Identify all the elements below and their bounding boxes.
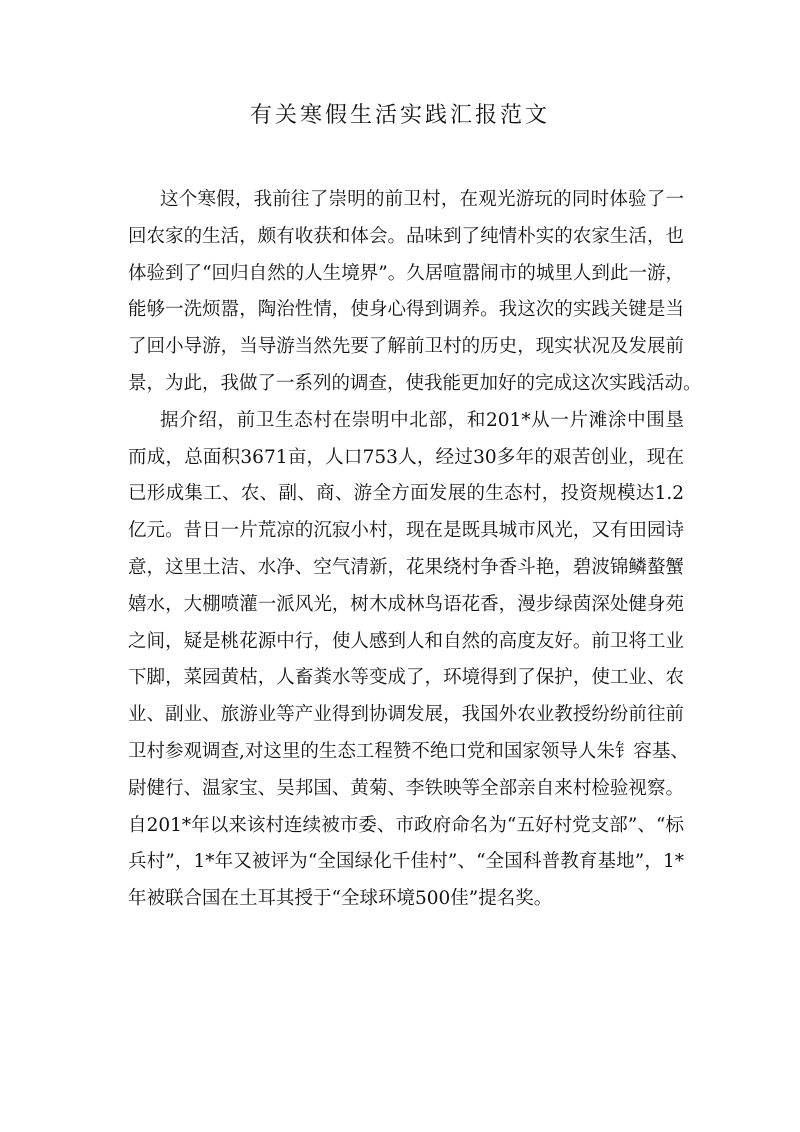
text-line: 体验到了“回归自然的人生境界”。久居喧嚣闹市的城里人到此一游， xyxy=(128,262,684,284)
text-line: 景，为此，我做了一系列的调查，使我能更加好的完成这次实践活动。 xyxy=(128,372,702,394)
text-line: 业、副业、旅游业等产业得到协调发展，我国外农业教授纷纷前往前 xyxy=(128,704,684,726)
text-line: 了回小导游，当导游当然先要了解前卫村的历史，现实状况及发展前 xyxy=(128,336,684,358)
document-title: 有关寒假生活实践汇报范文 xyxy=(249,103,550,128)
text-line: 能够一洗烦嚣，陶治性情，使身心得到调养。我这次的实践关键是当 xyxy=(128,299,684,321)
text-line: 自201*年以来该村连续被市委、市政府命名为“五好村党支部”、“标 xyxy=(128,814,684,836)
document-body xyxy=(128,182,702,918)
text-line: 已形成集工、农、副、商、游全方面发展的生态村，投资规模达1.2 xyxy=(128,483,684,505)
text-line: 嬉水，大棚喷灌一派风光，树木成林鸟语花香，漫步绿茵深处健身苑 xyxy=(128,593,684,615)
paragraph xyxy=(128,182,702,403)
text-line: 意，这里土洁、水净、空气清新，花果绕村争香斗艳，碧波锦鳞螯蟹 xyxy=(128,556,684,578)
text-line: 之间，疑是桃花源中行，使人感到人和自然的高度友好。前卫将工业 xyxy=(128,630,684,652)
text-line: 这个寒假，我前往了崇明的前卫村，在观光游玩的同时体验了一 xyxy=(160,189,684,210)
text-line: 亿元。昔日一片荒凉的沉寂小村，现在是既具城市风光，又有田园诗 xyxy=(128,520,684,542)
text-line: 下脚，菜园黄枯，人畜粪水等变成了，环境得到了保护，使工业、农 xyxy=(128,667,684,689)
text-line: 尉健行、温家宝、吴邦国、黄菊、李铁映等全部亲自来村检验视察。 xyxy=(128,777,684,799)
paragraph xyxy=(128,403,689,918)
text-line: 卫村参观调查,对这里的生态工程赞不绝口党和国家领导人朱钅容基、 xyxy=(128,740,689,762)
text-line: 而成，总面积3671亩，人口753人，经过30多年的艰苦创业，现在 xyxy=(128,446,684,468)
text-line: 兵村”，1*年又被评为“全国绿化千佳村”、“全国科普教育基地”，1* xyxy=(128,851,684,873)
text-line: 据介绍，前卫生态村在崇明中北部，和201*从一片滩涂中围垦 xyxy=(160,409,684,431)
text-line: 年被联合国在土耳其授于“全球环境500佳”提名奖。 xyxy=(128,888,553,910)
text-line: 回农家的生活，颇有收获和体会。品味到了纯情朴实的农家生活，也 xyxy=(128,225,684,247)
